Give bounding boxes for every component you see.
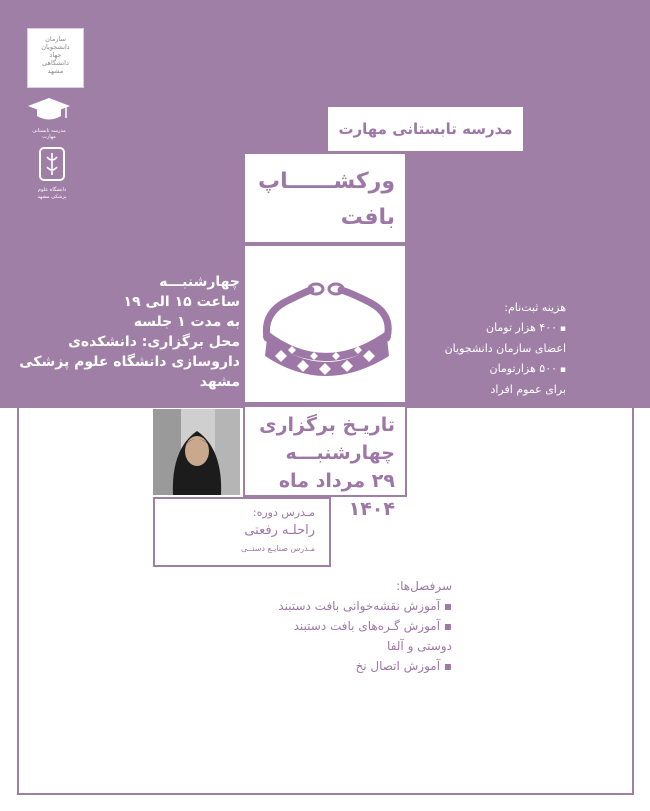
syllabus-item-text: آموزش گـره‌های بافت دستبند (293, 619, 441, 633)
summer-school-logo (26, 96, 72, 140)
bracelet-icon-box (245, 246, 405, 402)
school-name-box (328, 107, 523, 151)
workshop-title: ورکشــــــاپ (257, 169, 395, 194)
list-item: ▪ آموزش گـره‌های بافت دستبند (293, 619, 452, 633)
fee-amount: ۵۰۰ هزارتومان (489, 361, 558, 375)
schedule-location-line3: مشهد (199, 374, 240, 390)
date-value: ۲۹ مرداد ماه ۱۴۰۴ (278, 470, 395, 520)
university-logo (36, 145, 68, 205)
graduation-cap-icon (26, 96, 72, 124)
syllabus-item-continuation: دوستی و آلفا (387, 639, 452, 653)
date-heading: تاریـخ برگزاری (259, 414, 395, 436)
schedule-day: چهارشنبـــه (159, 274, 240, 290)
registration-fee (408, 298, 566, 400)
instructor-name: راحلـه رفعتی (244, 523, 315, 538)
instructor-photo (153, 409, 240, 495)
logo-caption: مدرسه تابستانی مهارت (32, 128, 66, 140)
university-emblem-icon (36, 145, 68, 183)
schedule-duration: به مدت ۱ جلسه (133, 314, 240, 330)
instructor-role: مـدرس صنایـع دستــی (240, 544, 315, 553)
logo-line: مشهد (47, 67, 64, 75)
fee-amount: ۴۰۰ هزار تومان (485, 320, 558, 334)
avatar (153, 409, 240, 495)
schedule-info (0, 272, 240, 392)
bracelet-icon (245, 246, 405, 402)
school-name: مدرسه تابستانی مهارت (338, 120, 513, 138)
logo-caption: دانشگاه علوم پزشکی مشهد (37, 187, 67, 200)
workshop-title-box (245, 154, 405, 242)
syllabus-item-text: آموزش اتصال نخ (355, 659, 441, 673)
list-item: ▪ آموزش نقشه‌خوانی بافت دستبند (278, 599, 452, 613)
workshop-subtitle: بافت (340, 205, 395, 230)
frame-left-line (17, 400, 19, 795)
logo-text (28, 29, 83, 75)
syllabus (200, 576, 452, 676)
fee-item: ▪ ۴۰۰ هزار تومان (485, 320, 566, 334)
syllabus-heading: سرفصل‌ها: (396, 579, 452, 593)
fee-description: اعضای سازمان دانشجویان (444, 342, 566, 355)
frame-bottom-line (17, 793, 634, 795)
instructor-label: مـدرس دوره: (252, 506, 315, 519)
frame-right-line (632, 0, 634, 795)
fee-description: برای عموم افراد (490, 383, 566, 396)
fee-label: هزینه ثبت‌نام: (504, 301, 566, 314)
logo-line: دانشجویان (41, 43, 70, 51)
logo-line: سازمان (45, 35, 66, 43)
logo-line: دانشگاهی (42, 59, 69, 67)
student-org-logo (27, 28, 84, 88)
logo-line: جهاد (49, 51, 62, 59)
schedule-location: محل برگزاری: دانشکده‌ی (68, 334, 240, 350)
schedule-time: ساعت ۱۵ الی ۱۹ (123, 294, 240, 310)
fee-item: ▪ ۵۰۰ هزارتومان (489, 361, 566, 375)
date-day: چهارشنبـــه (285, 442, 395, 464)
list-item: ▪ آموزش اتصال نخ (355, 659, 452, 673)
instructor-box (153, 497, 331, 567)
schedule-location-line2: داروسازی دانشگاه علوم پزشکی (19, 354, 240, 370)
syllabus-item-text: آموزش نقشه‌خوانی بافت دستبند (278, 599, 441, 613)
